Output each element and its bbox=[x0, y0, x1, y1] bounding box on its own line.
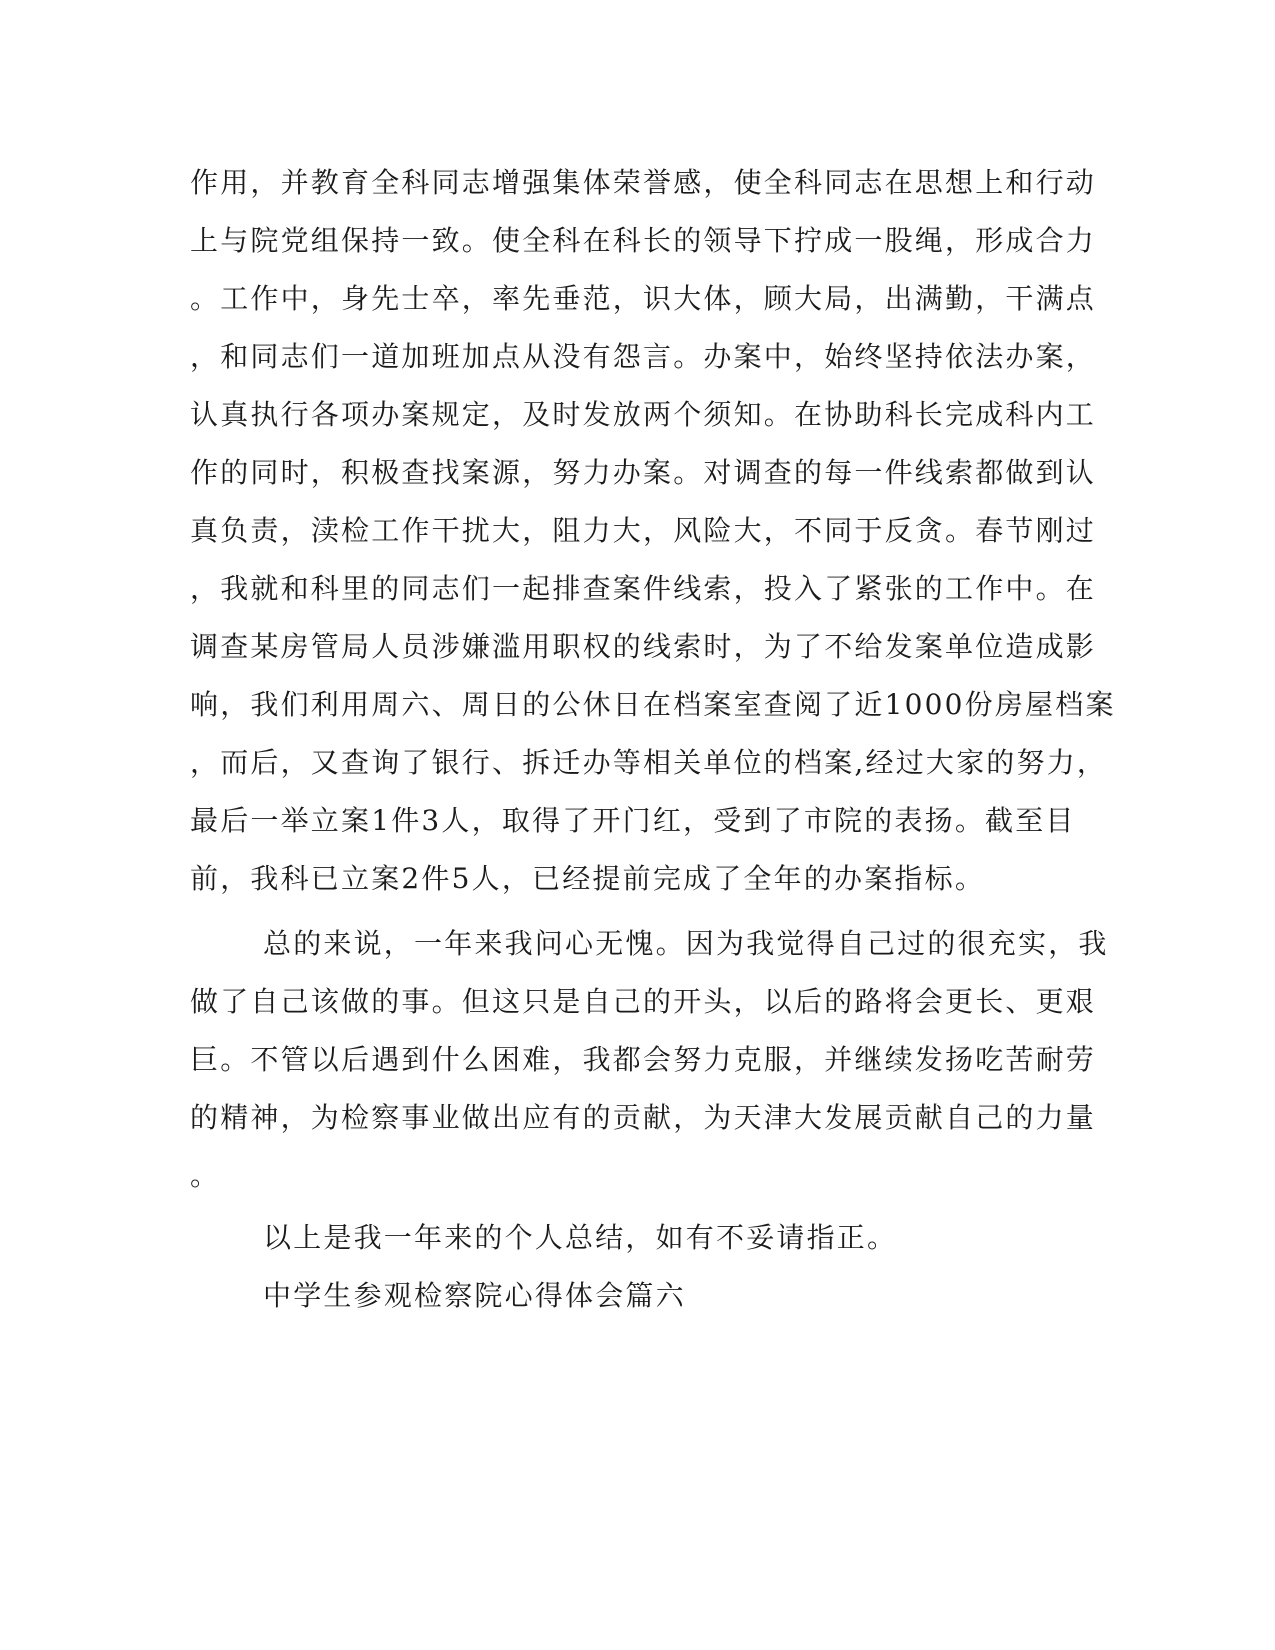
paragraph-line: 的精神，为检察事业做出应有的贡献，为天津大发展贡献自己的力量 bbox=[190, 1101, 1097, 1134]
paragraph-line: 最后一举立案1件3人，取得了开门红，受到了市院的表扬。截至目 bbox=[190, 804, 1076, 837]
paragraph-line: 巨。不管以后遇到什么困难，我都会努力克服，并继续发扬吃苦耐劳 bbox=[190, 1043, 1097, 1076]
paragraph-line: 认真执行各项办案规定，及时发放两个须知。在协助科长完成科内工 bbox=[190, 398, 1097, 431]
paragraph-line: ，而后，又查询了银行、拆迁办等相关单位的档案,经过大家的努力， bbox=[190, 746, 1108, 779]
paragraph-line: 做了自己该做的事。但这只是自己的开头，以后的路将会更长、更艰 bbox=[190, 985, 1097, 1018]
paragraph-line: 上与院党组保持一致。使全科在科长的领导下拧成一股绳，形成合力 bbox=[190, 224, 1097, 257]
paragraph-line: 。 bbox=[190, 1159, 221, 1192]
paragraph-line: 作用，并教育全科同志增强集体荣誉感，使全科同志在思想上和行动 bbox=[190, 166, 1097, 199]
paragraph-line: 。工作中，身先士卒，率先垂范，识大体，顾大局，出满勤，干满点 bbox=[190, 282, 1097, 315]
paragraph-line: 调查某房管局人员涉嫌滥用职权的线索时，为了不给发案单位造成影 bbox=[190, 630, 1097, 663]
paragraph-line: 响，我们利用周六、周日的公休日在档案室查阅了近1000份房屋档案 bbox=[190, 688, 1116, 721]
paragraph-line: 真负责，渎检工作干扰大，阻力大，风险大，不同于反贪。春节刚过 bbox=[190, 514, 1097, 547]
paragraph-line: 前，我科已立案2件5人，已经提前完成了全年的办案指标。 bbox=[190, 862, 986, 895]
section-heading: 中学生参观检察院心得体会篇六 bbox=[263, 1279, 686, 1312]
paragraph-line: 作的同时，积极查找案源，努力办案。对调查的每一件线索都做到认 bbox=[190, 456, 1097, 489]
paragraph-line: 总的来说，一年来我问心无愧。因为我觉得自己过的很充实，我 bbox=[263, 927, 1109, 960]
paragraph-line: 以上是我一年来的个人总结，如有不妥请指正。 bbox=[263, 1221, 898, 1254]
paragraph-line: ，和同志们一道加班加点从没有怨言。办案中，始终坚持依法办案， bbox=[190, 340, 1097, 373]
paragraph-line: ，我就和科里的同志们一起排查案件线索，投入了紧张的工作中。在 bbox=[190, 572, 1097, 605]
